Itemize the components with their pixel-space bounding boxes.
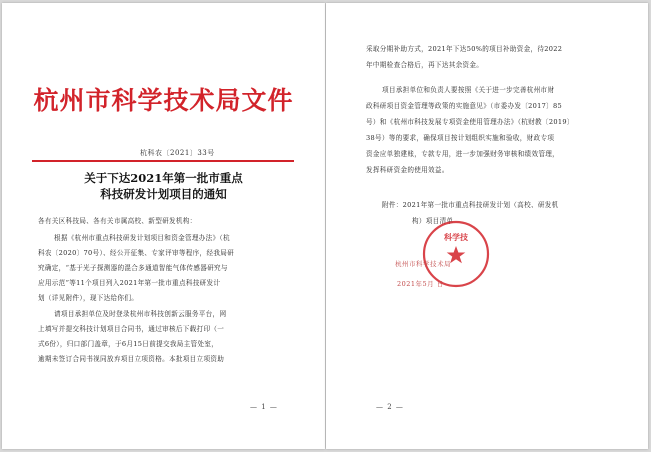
body-line: 上填写并提交科技计划项目合同书，通过审核后下载打印（一 <box>38 325 225 333</box>
document-title-line-2: 科技研发计划项目的通知 <box>100 187 227 201</box>
body-line: 资金应单独建账，专款专用，进一步加强财务审核和绩效管理， <box>366 150 560 158</box>
addressee-line: 各有关区科技局、各有关市属高校、新型研发机构： <box>38 217 197 225</box>
body-line: 应用示范”等11个项目列入2021年第一批市重点科技研发计 <box>38 279 221 287</box>
document-title-line-1: 关于下达2021年第一批市重点 <box>84 171 243 185</box>
seal-issuer-text: 杭州市科学技术局 <box>395 260 451 268</box>
page-number: — 2 — <box>376 403 404 411</box>
attachment-line-1: 附件：2021年第一批市重点科技研发计划（高校、研发机 <box>382 201 559 209</box>
page-number: — 1 — <box>250 403 278 411</box>
body-line: 究确定，“基于光子探测器的混合多通道智能气体传感器研究与 <box>38 264 228 272</box>
body-line: 发挥科研资金的使用效益。 <box>366 166 449 174</box>
svg-text:科学技: 科学技 <box>444 233 468 242</box>
red-divider-line <box>32 160 294 162</box>
body-line: 式6份），归口部门盖章，于6月15日前提交我局主管处室， <box>38 340 219 348</box>
body-line: 逾期未签订合同书视同放弃项目立项资格。本批项目立项资助 <box>38 355 225 363</box>
body-line: 年中期检查合格后，再下达其余资金。 <box>366 61 484 69</box>
body-line: 政科研项目资金管理等政策的实施意见》（市委办发〔2017〕85 <box>366 102 563 110</box>
body-line: 采取分期补助方式，2021年下达50%的项目补助资金，待2022 <box>366 45 563 53</box>
document-page-1 <box>2 3 325 449</box>
document-number: 杭科农〔2021〕33号 <box>140 149 215 157</box>
body-line: 根据《杭州市重点科技研发计划项目和资金管理办法》（杭 <box>54 234 230 242</box>
body-line: 划（详见附件），现下达给你们。 <box>38 294 139 302</box>
attachment-line-2: 构）项目清单 <box>412 217 454 225</box>
seal-date: 2021年5月 日 <box>397 280 444 288</box>
body-line: 38号）等的要求，确保项目按计划组织实施和验收，财政专项 <box>366 134 555 142</box>
body-line: 科农〔2020〕70号）、经公开征集、专家评审等程序，经我局研 <box>38 249 235 257</box>
document-page-2 <box>326 3 648 449</box>
document-red-header: 杭州市科学技术局文件 <box>33 86 294 115</box>
body-line: 号）和《杭州市科技发展专项资金使用管理办法》（杭财教〔2019〕 <box>366 118 574 126</box>
body-line: 项目承担单位和负责人要按照《关于进一步完善杭州市财 <box>382 86 555 94</box>
body-line: 请项目承担单位及时登录杭州市科技创新云服务平台，网 <box>54 310 227 318</box>
